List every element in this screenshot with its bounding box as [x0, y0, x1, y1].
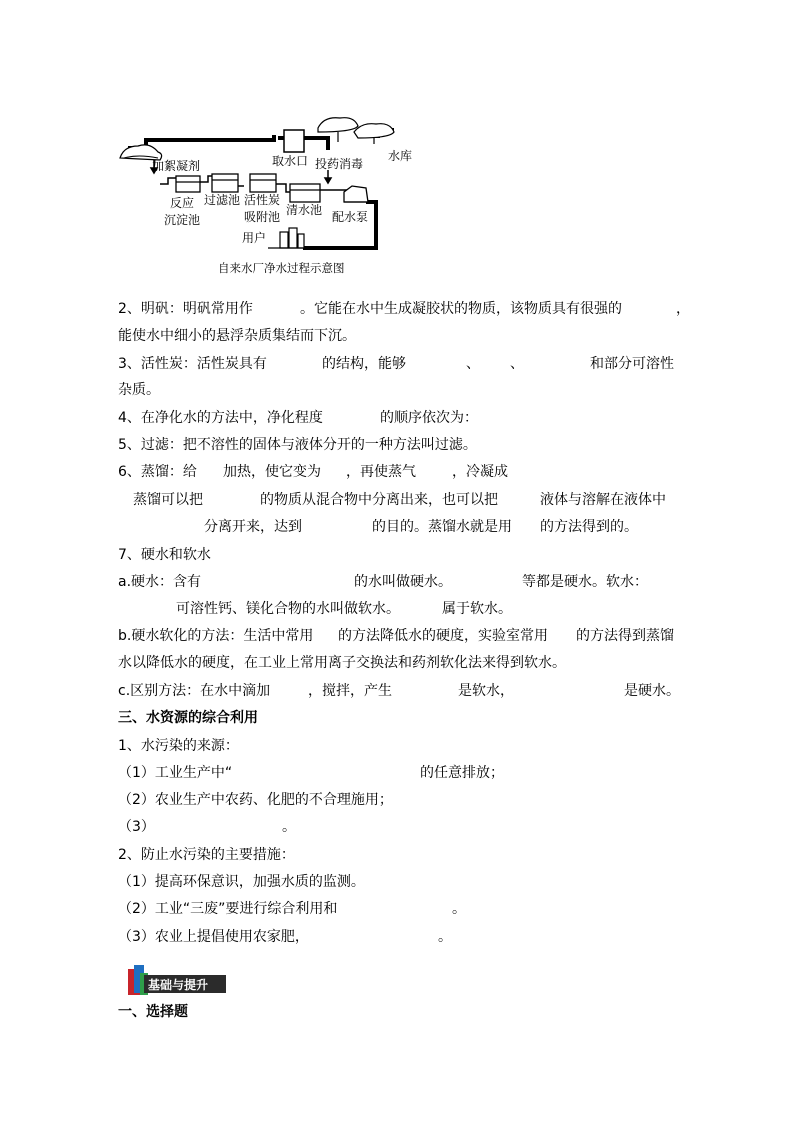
line-pollution-sources: 1、水污染的来源： [118, 738, 239, 754]
line-carbon-3: 、 [466, 356, 480, 372]
line-prevention-3b: 。 [438, 929, 452, 945]
tank-carbon [250, 174, 276, 192]
line-distill-9: 的目的。蒸馏水就是用 [372, 519, 512, 535]
label-user: 用户 [242, 231, 267, 245]
label-disinfect: 投药消毒 [315, 157, 364, 171]
line-distill-5: 蒸馏可以把 [133, 492, 203, 508]
line-prevention-2b: 。 [452, 901, 466, 917]
line-prevention-3a: （3）农业上提倡使用农家肥， [118, 929, 309, 945]
line-distill-3: ，再使蒸气 [346, 464, 416, 480]
line-alum-1: 2、明矾：明矾常用作 [118, 301, 253, 317]
line-hard-1: a.硬水：含有 [118, 574, 202, 590]
line-pollution-1a: （1）工业生产中“ [118, 765, 233, 781]
line-hard-soft-heading: 7、硬水和软水 [118, 547, 211, 563]
intake-box [284, 130, 304, 152]
tank-reaction [176, 176, 200, 192]
section-heading-multiple-choice: 一、选择题 [118, 1004, 188, 1020]
line-hard-3: 等都是硬水。软水： [522, 574, 648, 590]
label-adsorb: 吸附池 [244, 210, 281, 224]
line-soften-1: b.硬水软化的方法：生活中常用 [118, 628, 314, 644]
line-pollution-3b: 。 [282, 819, 296, 835]
line-soft-2: 属于软水。 [442, 601, 512, 617]
line-distill-10: 的方法得到的。 [540, 519, 638, 535]
line-distill-4: ，冷凝成 [452, 464, 508, 480]
line-hard-2: 的水叫做硬水。 [354, 574, 452, 590]
line-distinguish-1: c.区别方法：在水中滴加 [118, 683, 271, 699]
label-sediment: 沉淀池 [164, 213, 201, 227]
line-distill-7: 液体与溶解在液体中 [540, 492, 666, 508]
line-pollution-2: （2）农业生产中农药、化肥的不合理施用； [118, 792, 393, 808]
line-filtration: 5、过滤：把不溶性的固体与液体分开的一种方法叫过滤。 [118, 437, 477, 453]
line-soft-1: 可溶性钙、镁化合物的水叫做软水。 [176, 601, 400, 617]
line-distinguish-3: 是软水， [458, 683, 514, 699]
line-prevention-heading: 2、防止水污染的主要措施： [118, 847, 295, 863]
line-soften-cont: 水以降低水的硬度，在工业上常用离子交换法和药剂软化法来得到软水。 [118, 655, 566, 671]
line-carbon-1: 3、活性炭：活性炭具有 [118, 356, 267, 372]
line-carbon-4: 、 [510, 356, 524, 372]
line-carbon-2: 的结构，能够 [322, 356, 406, 372]
tree-left-icon [120, 145, 162, 160]
line-distill-1: 6、蒸馏：给 [118, 464, 197, 480]
line-carbon-cont: 杂质。 [118, 382, 160, 398]
line-distill-6: 的物质从混合物中分离出来，也可以把 [260, 492, 498, 508]
line-degree-2: 的顺序依次为： [380, 410, 478, 426]
label-carbon: 活性炭 [244, 193, 281, 207]
label-intake: 取水口 [272, 154, 309, 168]
water-purification-diagram [118, 110, 418, 280]
line-carbon-5: 和部分可溶性 [590, 356, 674, 372]
label-reaction: 反应 [170, 196, 195, 210]
line-pollution-3a: （3） [118, 819, 155, 835]
section-heading-water-resources: 三、水资源的综合利用 [118, 710, 258, 726]
tank-filter [212, 174, 238, 192]
line-degree-1: 4、在净化水的方法中，净化程度 [118, 410, 323, 426]
line-soften-3: 的方法得到蒸馏 [576, 628, 674, 644]
label-coagulant: 加絮凝剂 [152, 159, 201, 173]
line-alum-cont: 能使水中细小的悬浮杂质集结而下沉。 [118, 328, 356, 344]
pump-icon [344, 186, 368, 202]
logo-text: 基础与提升 [148, 978, 209, 992]
line-distill-8: 分离开来，达到 [204, 519, 302, 535]
label-reservoir: 水库 [388, 149, 413, 163]
label-clear: 清水池 [286, 203, 323, 217]
line-distinguish-2: ，搅拌，产生 [308, 683, 392, 699]
basics-improvement-logo [126, 963, 228, 997]
user-buildings-icon [268, 228, 308, 248]
line-soften-2: 的方法降低水的硬度，实验室常用 [338, 628, 548, 644]
line-distill-2: 加热，使它变为 [223, 464, 321, 480]
label-filter: 过滤池 [204, 193, 241, 207]
line-alum-3: ， [676, 301, 690, 317]
diagram-caption: 自来水厂净水过程示意图 [218, 261, 345, 275]
line-alum-2: 。它能在水中生成凝胶状的物质，该物质具有很强的 [300, 301, 622, 317]
line-distinguish-4: 是硬水。 [624, 683, 680, 699]
tank-clear [290, 184, 320, 202]
line-pollution-1b: 的任意排放； [420, 765, 504, 781]
label-pump: 配水泵 [332, 210, 369, 224]
line-prevention-1: （1）提高环保意识，加强水质的监测。 [118, 874, 365, 890]
line-prevention-2a: （2）工业“三废”要进行综合利用和 [118, 901, 338, 917]
